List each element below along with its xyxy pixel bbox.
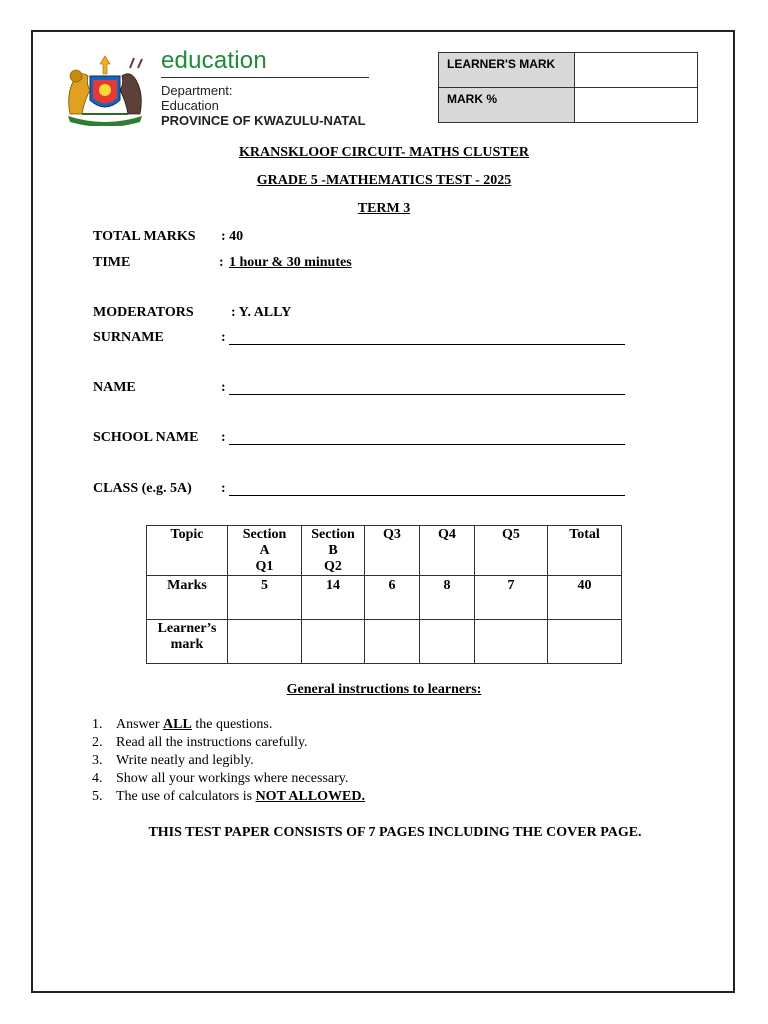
instructions-list [92,716,365,806]
section-a-header: Section A Q1 [228,526,302,576]
q5-header: Q5 [475,526,548,576]
marks-row [147,576,622,620]
section-b-header: Section B Q2 [302,526,365,576]
marks-cell-total: 40 [548,576,622,620]
learner-mark-cell-q3[interactable] [365,620,420,664]
department-label [161,83,233,113]
marks-table [146,525,622,664]
logo-wordmark: education [161,47,267,74]
instruction-item: 1. Answer ALL the questions. [92,717,273,732]
surname-field[interactable] [229,344,625,345]
surname-colon: : [221,330,226,345]
q4-header: Q4 [420,526,475,576]
instructions-title: General instructions to learners: [286,682,482,697]
learner-mark-cell-total[interactable] [548,620,622,664]
class-field[interactable] [229,495,625,496]
topic-header: Topic [147,526,228,576]
total-marks-value: : 40 [221,229,244,244]
time-colon: : [219,255,224,270]
total-header: Total [548,526,622,576]
department-line-1: Department: [161,83,233,98]
term-title: TERM 3 [357,201,411,216]
mark-percent-field[interactable] [575,88,698,123]
marks-cell-q5: 7 [475,576,548,620]
time-value: 1 hour & 30 minutes [229,255,352,270]
class-label: CLASS (e.g. 5A) [93,481,192,496]
province-label: PROVINCE OF KWAZULU-NATAL [161,113,366,128]
marks-cell-q1: 5 [228,576,302,620]
name-colon: : [221,380,226,395]
instruction-item: 2. Read all the instructions carefully. [92,735,308,750]
learner-mark-cell-q2[interactable] [302,620,365,664]
pages-note: THIS TEST PAPER CONSISTS OF 7 PAGES INCLUDING THE COVER PAGE. [148,825,642,840]
test-title: GRADE 5 -MATHEMATICS TEST - 2025 [256,173,512,188]
moderators-label: MODERATORS [93,305,194,320]
marks-cell-q3: 6 [365,576,420,620]
coat-of-arms-icon [60,54,150,126]
name-field[interactable] [229,394,625,395]
learner-mark-cell-q4[interactable] [420,620,475,664]
q3-header: Q3 [365,526,420,576]
instruction-item: 4. Show all your workings where necessary. [92,771,349,786]
marks-row-label: Marks [147,576,228,620]
learner-mark-cell-q1[interactable] [228,620,302,664]
moderators-value: : Y. ALLY [231,305,292,320]
learners-mark-field[interactable] [575,53,698,88]
class-colon: : [221,481,226,496]
mark-box [438,52,698,123]
logo-divider [161,77,369,78]
marks-cell-q4: 8 [420,576,475,620]
time-label: TIME [93,255,131,270]
learner-mark-row [147,620,622,664]
department-line-2: Education [161,98,219,113]
marks-cell-q2: 14 [302,576,365,620]
instruction-item: 3. Write neatly and legibly. [92,753,254,768]
school-name-colon: : [221,430,226,445]
cluster-title: KRANSKLOOF CIRCUIT- MATHS CLUSTER [238,145,530,160]
marks-table-header-row [147,526,622,576]
mark-percent-label: MARK % [439,88,575,123]
learner-mark-cell-q5[interactable] [475,620,548,664]
surname-label: SURNAME [93,330,164,345]
total-marks-label: TOTAL MARKS [93,229,196,244]
learner-mark-row-label: Learner’s mark [147,620,228,664]
name-label: NAME [93,380,136,395]
learners-mark-label: LEARNER'S MARK [439,53,575,88]
instruction-item: 5. The use of calculators is NOT ALLOWED. [92,789,365,804]
school-name-field[interactable] [229,444,625,445]
school-name-label: SCHOOL NAME [93,430,199,445]
